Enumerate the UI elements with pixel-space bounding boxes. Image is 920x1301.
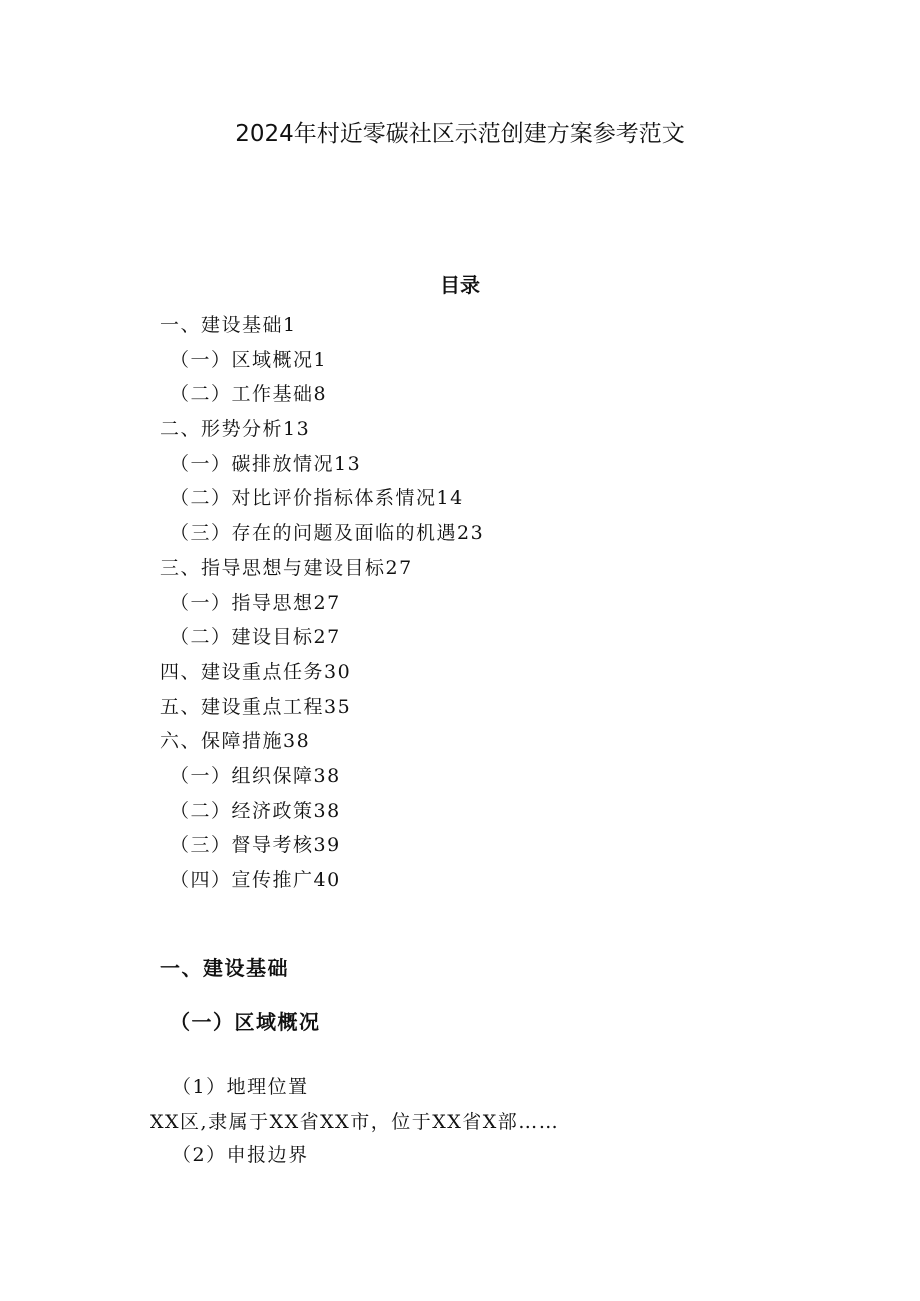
toc-item[interactable] (160, 724, 780, 759)
toc-item[interactable] (160, 516, 780, 551)
toc-item[interactable] (160, 447, 780, 482)
toc-item-page: 23 (457, 522, 485, 545)
section-heading: 一、建设基础 (160, 956, 289, 980)
toc-item-page: 27 (385, 556, 413, 579)
toc-item-text: （二）经济政策 (170, 799, 314, 822)
toc-item-text: （一）碳排放情况 (170, 452, 335, 475)
toc-item-page: 1 (313, 348, 328, 371)
table-of-contents (160, 308, 780, 898)
toc-item-text: （三）存在的问题及面临的机遇 (170, 522, 458, 545)
toc-item-page: 40 (313, 869, 341, 891)
toc-item[interactable] (160, 690, 780, 725)
toc-item-page: 27 (313, 626, 341, 649)
toc-item-page: 1 (283, 314, 297, 336)
toc-item-text: 五、建设重点工程 (160, 695, 325, 718)
toc-item-page: 27 (313, 591, 341, 614)
toc-item-text: （四）宣传推广 (170, 869, 314, 891)
toc-item-text: 四、建设重点任务 (160, 660, 325, 683)
toc-item[interactable] (160, 828, 780, 863)
toc-item[interactable] (160, 377, 780, 412)
toc-item-text: 二、形势分析 (160, 418, 284, 441)
toc-item-text: （二）对比评价指标体系情况 (170, 487, 437, 510)
body-paragraph: XX区,隶属于XX省XX市，位于XX省X部…… (150, 1111, 560, 1133)
toc-item-page: 38 (313, 799, 341, 822)
toc-item-text: （三）督导考核 (170, 834, 314, 857)
toc-item[interactable] (160, 655, 780, 690)
item-heading: （2）申报边界 (172, 1144, 309, 1166)
toc-item-page: 13 (334, 452, 362, 475)
toc-item[interactable] (160, 412, 780, 447)
toc-item-text: （二）建设目标 (170, 626, 314, 649)
item-heading: （1）地理位置 (172, 1076, 309, 1098)
toc-item[interactable] (160, 343, 780, 378)
toc-item-text: （一）指导思想 (170, 591, 314, 614)
toc-item-page: 39 (313, 834, 341, 857)
toc-item[interactable] (160, 551, 780, 586)
toc-item-text: 三、指导思想与建设目标 (160, 556, 386, 579)
toc-item-text: 六、保障措施 (160, 730, 284, 753)
toc-item[interactable] (160, 759, 780, 794)
toc-item[interactable] (160, 586, 780, 621)
toc-item[interactable] (160, 794, 780, 829)
toc-item[interactable] (160, 863, 780, 898)
toc-item-page: 30 (324, 660, 352, 683)
subsection-heading: （一）区域概况 (170, 1010, 321, 1034)
toc-item-text: （一）区域概况 (170, 348, 314, 371)
toc-item[interactable] (160, 308, 780, 343)
toc-item-text: （二）工作基础 (170, 383, 314, 406)
toc-item-page: 8 (313, 383, 328, 406)
toc-item-text: 一、建设基础 (160, 314, 284, 336)
toc-item-page: 38 (283, 730, 311, 753)
toc-heading: 目录 (440, 273, 480, 297)
toc-item[interactable] (160, 620, 780, 655)
document-title: 2024年村近零碳社区示范创建方案参考范文 (235, 121, 685, 147)
toc-item-page: 13 (283, 418, 311, 441)
toc-item-text: （一）组织保障 (170, 764, 314, 787)
toc-item-page: 35 (324, 695, 352, 718)
toc-item-page: 14 (436, 487, 464, 510)
toc-item-page: 38 (313, 764, 341, 787)
toc-item[interactable] (160, 481, 780, 516)
